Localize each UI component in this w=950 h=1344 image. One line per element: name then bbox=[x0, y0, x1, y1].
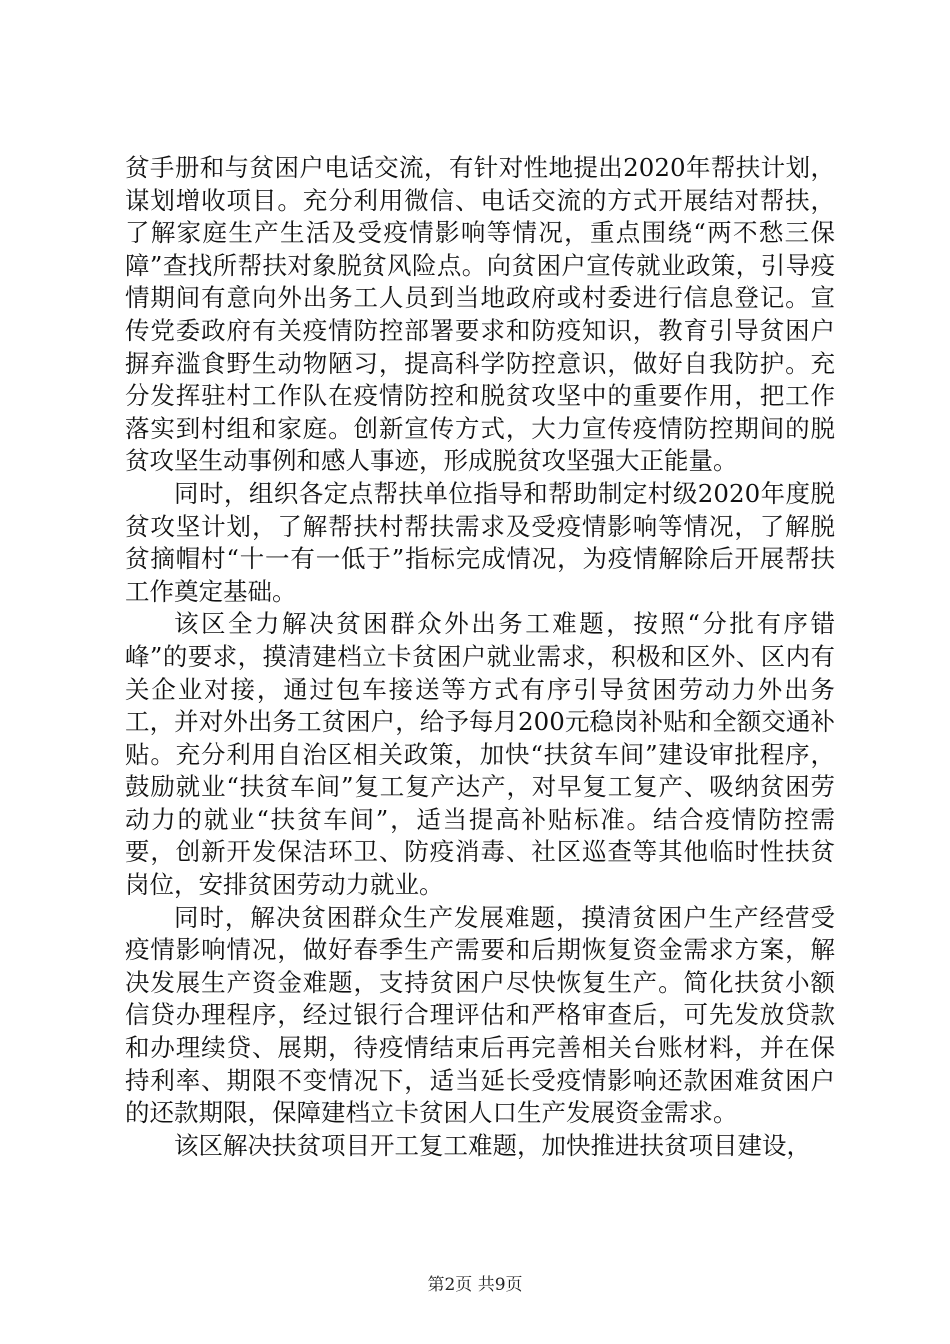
paragraph-3: 该区全力解决贫困群众外出务工难题，按照“分批有序错峰”的要求，摸清建档立卡贫困户就业需求，积极和区外、区内有关企业对接，通过包车接送等方式有序引导贫困劳动力外出务工，并对外出务工贫困户，给予每月200元稳岗补贴和全额交通补贴。充分利用自治区相关政策，加快“扶贫车间”建设审批程序，鼓励就业“扶贫车间”复工复产达产，对早复工复产、吸纳贫困劳动力的就业“扶贫车间”，适当提高补贴标准。结合疫情防控需要，创新开发保洁环卫、防疫消毒、社区巡查等其他临时性扶贫岗位，安排贫困劳动力就业。 bbox=[125, 609, 835, 900]
page-number-footer: 第2页 共9页 bbox=[427, 1275, 523, 1295]
paragraph-4: 同时，解决贫困群众生产发展难题，摸清贫困户生产经营受疫情影响情况，做好春季生产需要和后期恢复资金需求方案，解决发展生产资金难题，支持贫困户尽快恢复生产。简化扶贫小额信贷办理程序，经过银行合理评估和严格审查后，可先发放贷款和办理续贷、展期，待疫情结束后再完善相关台账材料，并在保持利率、期限不变情况下，适当延长受疫情影响还款困难贫困户的还款期限，保障建档立卡贫困人口生产发展资金需求。 bbox=[125, 902, 835, 1128]
paragraph-1: 贫手册和与贫困户电话交流，有针对性地提出2020年帮扶计划，谋划增收项目。充分利用微信、电话交流的方式开展结对帮扶，了解家庭生产生活及受疫情影响等情况，重点围绕“两不愁三保障”查找所帮扶对象脱贫风险点。向贫困户宣传就业政策，引导疫情期间有意向外出务工人员到当地政府或村委进行信息登记。宣传党委政府有关疫情防控部署要求和防疫知识，教育引导贫困户摒弃滥食野生动物陋习，提高科学防控意识，做好自我防护。充分发挥驻村工作队在疫情防控和脱贫攻坚中的重要作用，把工作落实到村组和家庭。创新宣传方式，大力宣传疫情防控期间的脱贫攻坚生动事例和感人事迹，形成脱贫攻坚强大正能量。 bbox=[125, 153, 835, 476]
paragraph-5: 该区解决扶贫项目开工复工难题，加快推进扶贫项目建设， bbox=[174, 1130, 811, 1160]
document-body bbox=[125, 152, 835, 1162]
paragraph-2: 同时，组织各定点帮扶单位指导和帮助制定村级2020年度脱贫攻坚计划，了解帮扶村帮扶需求及受疫情影响等情况，了解脱贫摘帽村“十一有一低于”指标完成情况，为疫情解除后开展帮扶工作奠定基础。 bbox=[125, 478, 835, 606]
